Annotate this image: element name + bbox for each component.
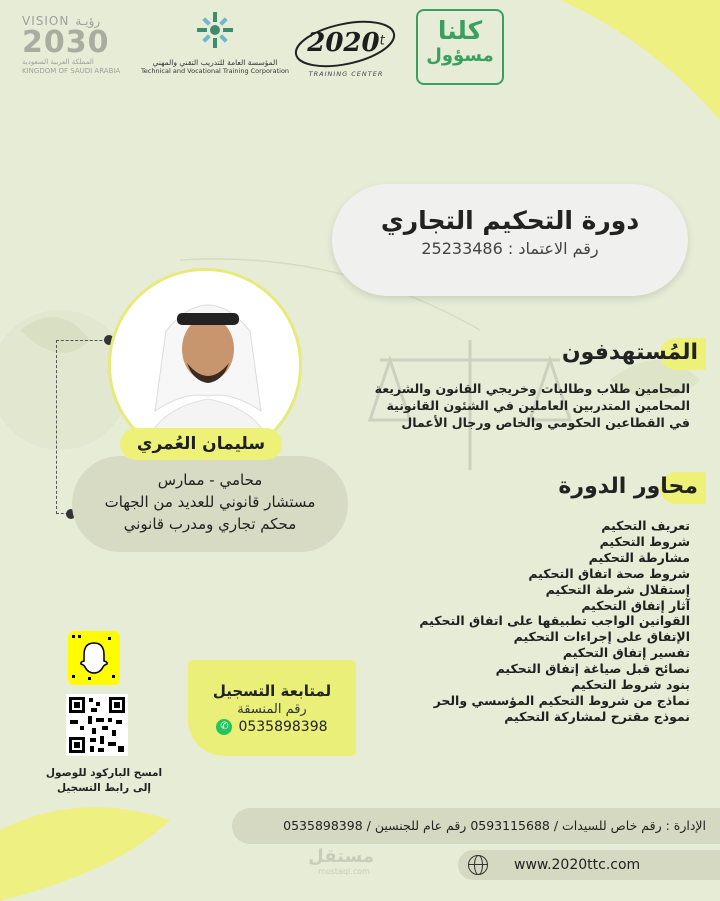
axis-item: شروط صحة اتفاق التحكيم [528,565,690,581]
trainer-name: سليمان العُمري [120,428,282,460]
qr-code[interactable] [66,694,128,756]
training-center-logo [290,14,402,84]
kolna-masool-logo [416,9,504,85]
axis-item: تعريف التحكيم [601,518,690,533]
axis-item: تفسير إتفاق التحكيم [562,645,690,661]
tvtc-name-en: Technical and Vocational Training Corporation [140,67,290,75]
axis-item: إستقلال شرطة التحكيم [545,581,690,597]
targets-list [350,380,690,431]
globe-icon [468,855,488,875]
axes-title: محاور الدورة [558,474,698,499]
accreditation-number: رقم الاعتماد : 25233486 [421,239,599,258]
axes-list [350,518,690,725]
vision-sub-en: KINGDOM OF SAUDI ARABIA [22,67,121,75]
vision-year: 2030 [22,25,110,60]
bio-line-3: محكم تجاري ومدرب قانوني [123,515,297,533]
axis-item: بنود شروط التحكيم [571,677,690,693]
tvtc-emblem-icon [195,10,235,50]
tvtc-logo [140,10,290,86]
watermark-ar: مستقل [308,846,374,867]
logo-sup: t [379,33,385,49]
coordinator-phone-row[interactable] [188,719,356,735]
axis-item: شروط التحكيم [599,533,690,549]
tvtc-name-ar: المؤسسة العامة للتدريب التقني والمهني [152,58,278,67]
course-title: دورة التحكيم التجاري [380,206,640,235]
axis-item: مشارطة التحكيم [588,549,690,565]
kolna-line1: كلنا [437,16,483,45]
coordinator-phone: 0535898398 [238,719,328,735]
vision-sub-ar: المملكة العربية السعودية [22,58,94,66]
whatsapp-icon: ✆ [216,719,232,735]
snapchat-ghost-icon [68,631,120,685]
bio-line-1: محامي - ممارس [157,471,263,489]
snapchat-code[interactable] [68,631,120,685]
targets-title: المُستهدفون [561,340,698,365]
target-item: في القطاعين الحكومي والخاص ورجال الأعمال [401,415,690,430]
coordinator-label: رقم المنسقة [237,702,307,717]
watermark-en: mostaql.com [318,867,370,876]
logo-subtitle: TRAINING CENTER [308,70,384,78]
qr-code-icon [66,694,128,756]
kolna-line2: مسؤول [426,45,494,66]
vision-ar: رؤيـة [75,14,101,28]
bio-line-2: مستشار قانوني للعديد من الجهات [104,493,316,511]
contacts-bar: الإدارة : رقم خاص للسيدات / 0593115688 رقم عام للجنسين / 0535898398 [232,808,720,844]
vision-en: VISION [22,14,70,28]
trainer-bio-box [72,456,348,552]
mostaql-watermark [308,846,374,876]
axis-item: نصائح قبل صياغة إتفاق التحكيم [495,661,690,677]
vision-2030-logo [22,14,130,86]
course-title-card [332,184,688,296]
logo-number: 2020 [307,28,380,58]
target-item: المحامين طلاب وطالبات وخريجي القانون والشريعة [374,381,690,396]
website-url[interactable]: www.2020ttc.com [514,857,641,873]
target-item: المحامين المتدربين العاملين في الشئون القانونية [386,398,690,413]
website-bar[interactable] [458,850,720,880]
axis-item: نموذج مقترح لمشاركة التحكيم [504,708,690,724]
axis-item: آثار إتفاق التحكيم [581,597,690,613]
scan-instruction: امسح الباركود للوصول إلى رابط التسجيل [45,767,163,794]
axis-item: القوانين الواجب تطبيقها على اتفاق التحكيم [419,613,690,629]
axis-item: نماذج من شروط التحكيم المؤسسي والحر [433,692,690,708]
registration-box [188,660,356,756]
registration-title: لمتابعة التسجيل [212,682,332,700]
axis-item: الإتفاق على إجراءات التحكيم [513,629,690,645]
